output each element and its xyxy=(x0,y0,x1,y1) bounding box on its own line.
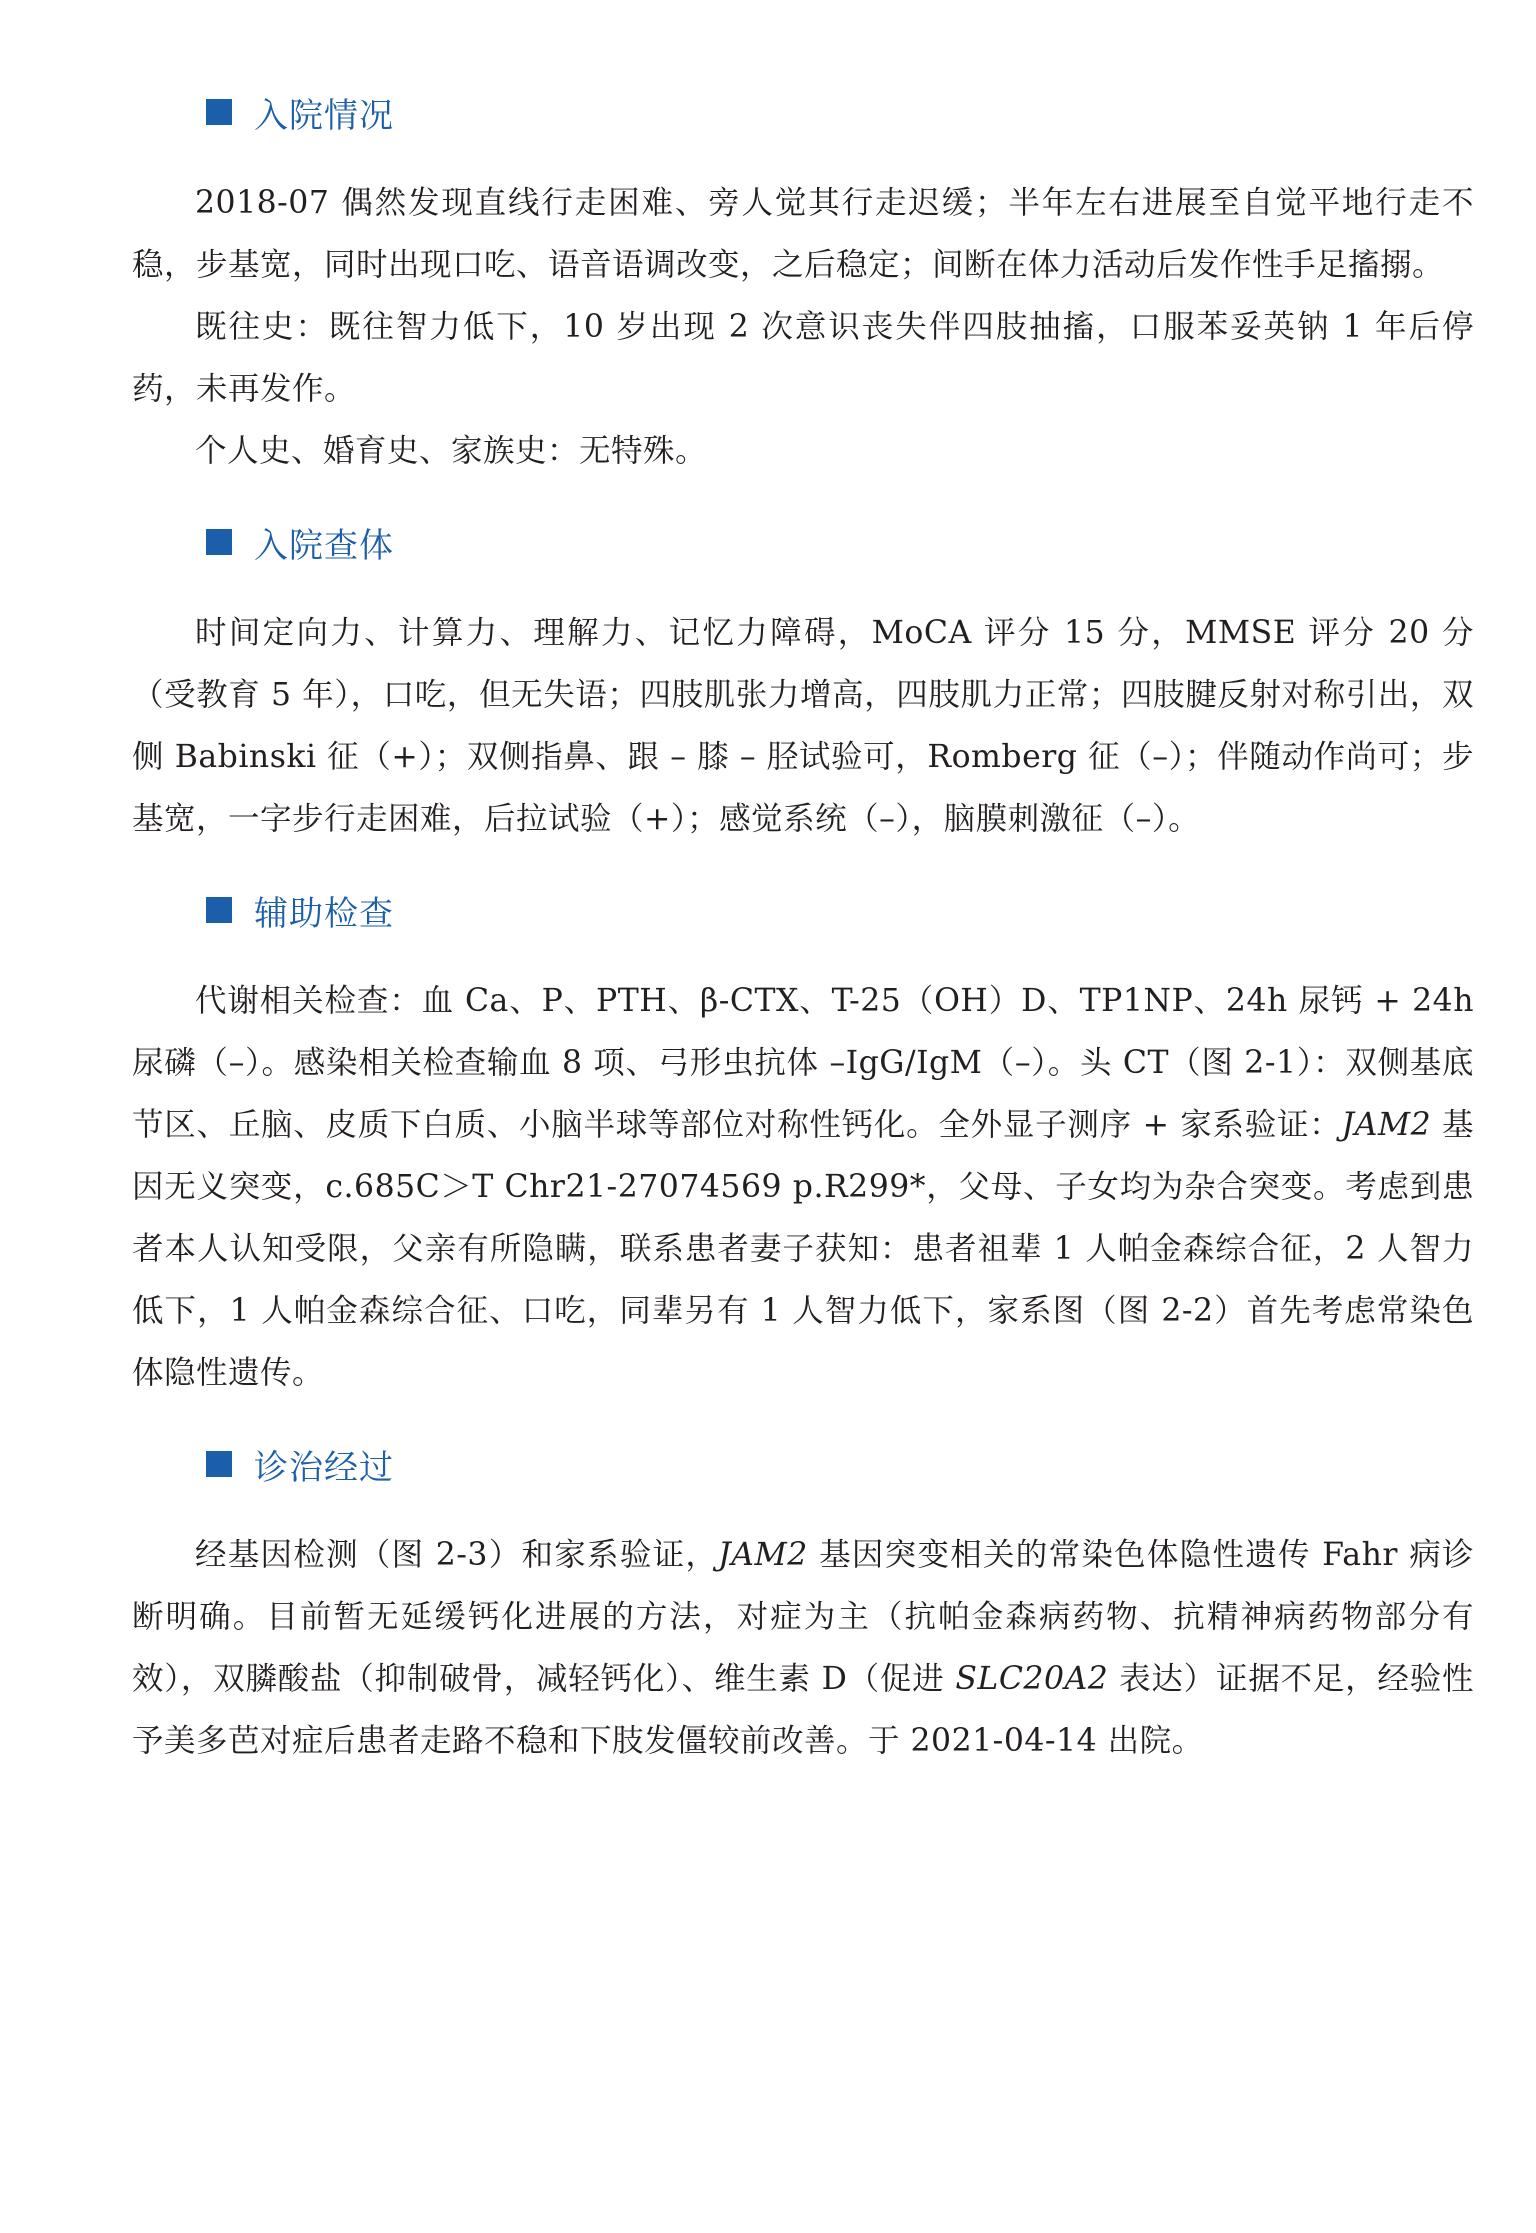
section-heading xyxy=(206,886,1474,934)
section-heading xyxy=(206,1440,1474,1488)
body-paragraph xyxy=(132,172,1474,296)
body-paragraph xyxy=(132,296,1474,420)
section-heading xyxy=(206,518,1474,566)
text-run: 基因突变相关的常染色体隐性遗传 Fahr 病诊断明确。目前暂无延缓钙化进展的方法，对症为主（抗帕金森病药物、抗精神病药物部分有效），双膦酸盐（抑制破骨，减轻钙化）、维生素 D（促进 xyxy=(132,1537,1474,1697)
section-heading xyxy=(206,88,1474,136)
body-paragraph xyxy=(132,602,1474,850)
section-title: 辅助检查 xyxy=(254,893,394,934)
body-paragraph xyxy=(132,1524,1474,1772)
text-run: 2018-07 偶然发现直线行走困难、旁人觉其行走迟缓；半年左右进展至自觉平地行走不稳，步基宽，同时出现口吃、语音语调改变，之后稳定；间断在体力活动后发作性手足搐搦。 xyxy=(132,185,1474,283)
gene-name: JAM2 xyxy=(1341,1107,1432,1143)
square-bullet-icon xyxy=(206,897,232,923)
text-run: 表达）证据不足，经验性予美多芭对症后患者走路不稳和下肢发僵较前改善。于 2021-04-14 出院。 xyxy=(132,1661,1474,1759)
square-bullet-icon xyxy=(206,529,232,555)
gene-name: SLC20A2 xyxy=(955,1661,1109,1697)
text-run: 基因无义突变，c.685C＞T Chr21-27074569 p.R299*，父母、子女均为杂合突变。考虑到患者本人认知受限，父亲有所隐瞒，联系患者妻子获知：患者祖辈 1 人帕金森综合征，2 人智力低下，1 人帕金森综合征、口吃，同辈另有 1 人智力低下，家系图（图 2-2）首先考虑常染色体隐性遗传。 xyxy=(132,1107,1474,1391)
body-paragraph xyxy=(132,970,1474,1404)
section-title: 入院查体 xyxy=(254,525,394,566)
section-title: 诊治经过 xyxy=(254,1447,394,1488)
section-title: 入院情况 xyxy=(254,95,394,136)
gene-name: JAM2 xyxy=(718,1537,808,1573)
text-run: 代谢相关检查：血 Ca、P、PTH、β-CTX、T-25（OH）D、TP1NP、24h 尿钙 + 24h 尿磷（–）。感染相关检查输血 8 项、弓形虫抗体 –IgG/IgM（–）。头 CT（图 2-1）：双侧基底节区、丘脑、皮质下白质、小脑半球等部位对称性钙化。全外显子测序 + 家系验证： xyxy=(132,983,1474,1143)
body-paragraph xyxy=(132,420,1474,482)
square-bullet-icon xyxy=(206,99,232,125)
text-run: 个人史、婚育史、家族史：无特殊。 xyxy=(195,433,708,469)
text-run: 经基因检测（图 2-3）和家系验证， xyxy=(195,1537,719,1573)
text-run: 既往史：既往智力低下，10 岁出现 2 次意识丧失伴四肢抽搐，口服苯妥英钠 1 年后停药，未再发作。 xyxy=(132,309,1474,407)
square-bullet-icon xyxy=(206,1451,232,1477)
text-run: 时间定向力、计算力、理解力、记忆力障碍，MoCA 评分 15 分，MMSE 评分 20 分（受教育 5 年），口吃，但无失语；四肢肌张力增高，四肢肌力正常；四肢腱反射对称引出，双侧 Babinski 征（+）；双侧指鼻、跟 – 膝 – 胫试验可，Romberg 征（–）；伴随动作尚可；步基宽，一字步行走困难，后拉试验（+）；感觉系统（–），脑膜刺激征（–）。 xyxy=(132,615,1474,837)
document-page xyxy=(132,88,1474,1808)
